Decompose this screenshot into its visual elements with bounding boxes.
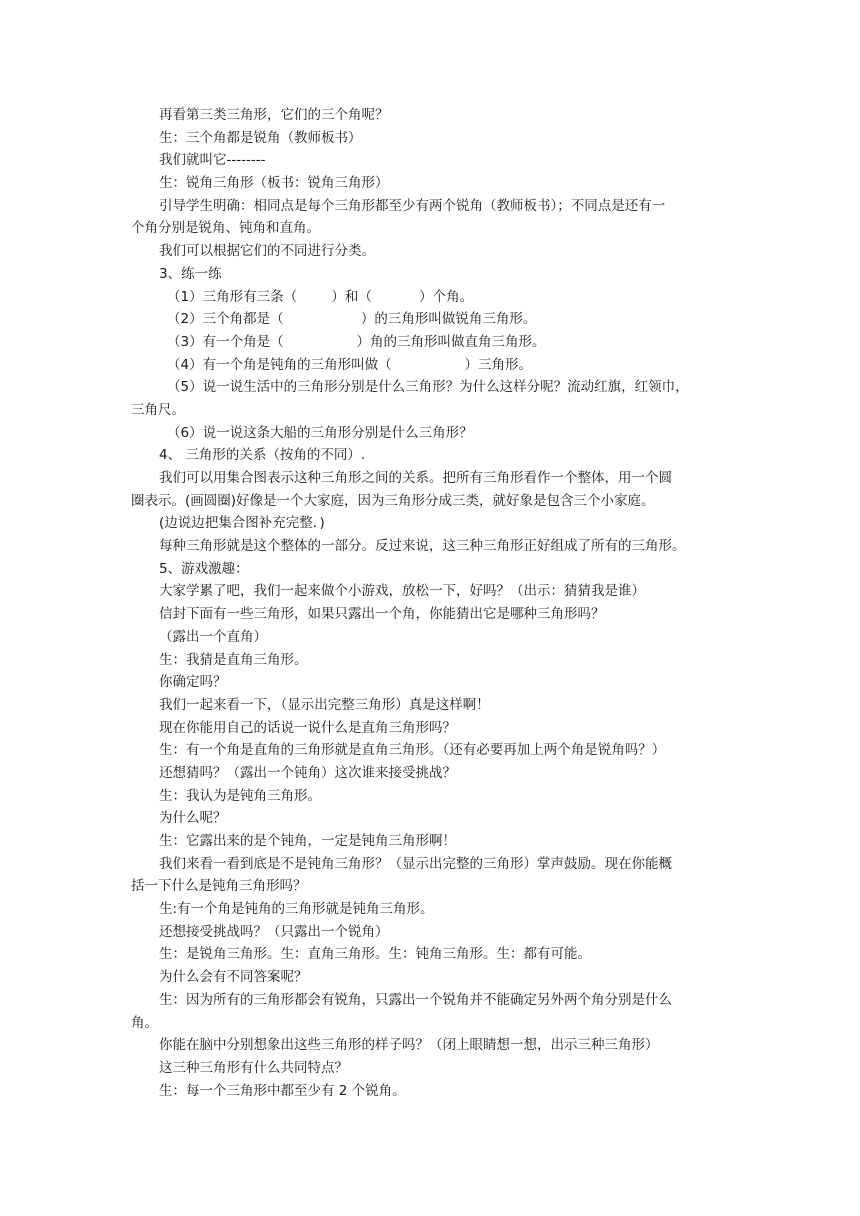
text-line: 为什么呢？ xyxy=(159,810,227,827)
text-line: 还想猜吗？（露出一个钝角）这次谁来接受挑战？ xyxy=(159,764,456,781)
text-line: 生：我猜是直角三角形。 xyxy=(159,651,308,668)
text-line: 个角分别是锐角、钝角和直角。 xyxy=(131,220,320,237)
text-line: 这三种三角形有什么共同特点？ xyxy=(159,1059,348,1076)
text-line: 大家学累了吧，我们一起来做个小游戏，放松一下，好吗？（出示：猜猜我是谁） xyxy=(159,583,645,600)
text-line: 我们一起来看一下，（显示出完整三角形）真是这样啊！ xyxy=(159,696,490,713)
text-line: 生：有一个角是直角的三角形就是直角三角形。（还有必要再加上两个角是锐角吗？） xyxy=(159,742,666,759)
text-line: 圈表示。(画圆圈)好像是一个大家庭，因为三角形分成三类，就好象是包含三个小家庭。 xyxy=(131,492,655,509)
text-line: 信封下面有一些三角形，如果只露出一个角，你能猜出它是哪种三角形吗？ xyxy=(159,606,605,623)
text-line: 生：三个角都是锐角（教师板书） xyxy=(159,129,362,146)
exercise-item: （1）三角形有三条（ ）和（ ）个角。 xyxy=(167,288,474,305)
text-line: 生：因为所有的三角形都会有锐角，只露出一个锐角并不能确定另外两个角分别是什么 xyxy=(159,991,672,1008)
text-line: 生：每一个三角形中都至少有 2 个锐角。 xyxy=(159,1082,406,1099)
text-line: 还想接受挑战吗？（只露出一个锐角） xyxy=(159,923,389,940)
text-line: 生：是锐角三角形。生：直角三角形。生：钝角三角形。生：都有可能。 xyxy=(159,946,591,963)
text-line: 现在你能用自己的话说一说什么是直角三角形吗？ xyxy=(159,719,456,736)
exercise-item: （5）说一说生活中的三角形分别是什么三角形？为什么这样分呢？流动红旗，红领巾， xyxy=(167,379,689,396)
text-line: 角。 xyxy=(131,1014,158,1031)
exercise-item: （4）有一个角是钝角的三角形叫做（ ）三角形。 xyxy=(167,356,533,373)
text-line: 我们可以根据它们的不同进行分类。 xyxy=(159,243,375,260)
text-line: 每种三角形就是这个整体的一部分。反过来说，这三种三角形正好组成了所有的三角形。 xyxy=(159,538,686,555)
text-line: （露出一个直角） xyxy=(159,628,267,645)
text-line: (边说边把集合图补充完整．) xyxy=(159,515,325,532)
text-line: 我们可以用集合图表示这种三角形之间的关系。把所有三角形看作一个整体，用一个圆 xyxy=(159,470,672,486)
text-line: 你确定吗？ xyxy=(159,674,227,691)
text-line: 再看第三类三角形，它们的三个角呢？ xyxy=(159,107,389,123)
text-line: 引导学生明确：相同点是每个三角形都至少有两个锐角（教师板书）；不同点是还有一 xyxy=(159,197,666,214)
text-line: 为什么会有不同答案呢？ xyxy=(159,969,308,986)
section-heading: 5、游戏激趣： xyxy=(159,560,249,577)
text-line: 你能在脑中分别想象出这些三角形的样子吗？（闭上眼睛想一想，出示三种三角形） xyxy=(159,1037,659,1054)
exercise-item: （6）说一说这条大船的三角形分别是什么三角形？ xyxy=(167,424,473,441)
text-line: 括一下什么是钝角三角形吗？ xyxy=(131,878,307,895)
exercise-item: （3）有一个角是（ ）角的三角形叫做直角三角形。 xyxy=(167,333,546,350)
text-line: 生：我认为是钝角三角形。 xyxy=(159,787,321,804)
section-heading: 3、练一练 xyxy=(159,265,222,282)
exercise-item: （2）三个角都是（ ）的三角形叫做锐角三角形。 xyxy=(167,311,537,328)
text-line: 我们就叫它-------- xyxy=(159,152,266,169)
text-line: 生:有一个角是钝角的三角形就是钝角三角形。 xyxy=(159,901,434,918)
text-line: 生：锐角三角形（板书：锐角三角形） xyxy=(159,175,389,192)
document-body xyxy=(131,104,731,1102)
section-heading: 4、 三角形的关系（按角的不同）. xyxy=(159,447,366,464)
text-line: 生：它露出来的是个钝角，一定是钝角三角形啊！ xyxy=(159,833,456,849)
text-line: 我们来看一看到底是不是钝角三角形？（显示出完整的三角形）掌声鼓励。现在你能概 xyxy=(159,855,672,872)
text-line: 三角尺。 xyxy=(131,401,185,418)
